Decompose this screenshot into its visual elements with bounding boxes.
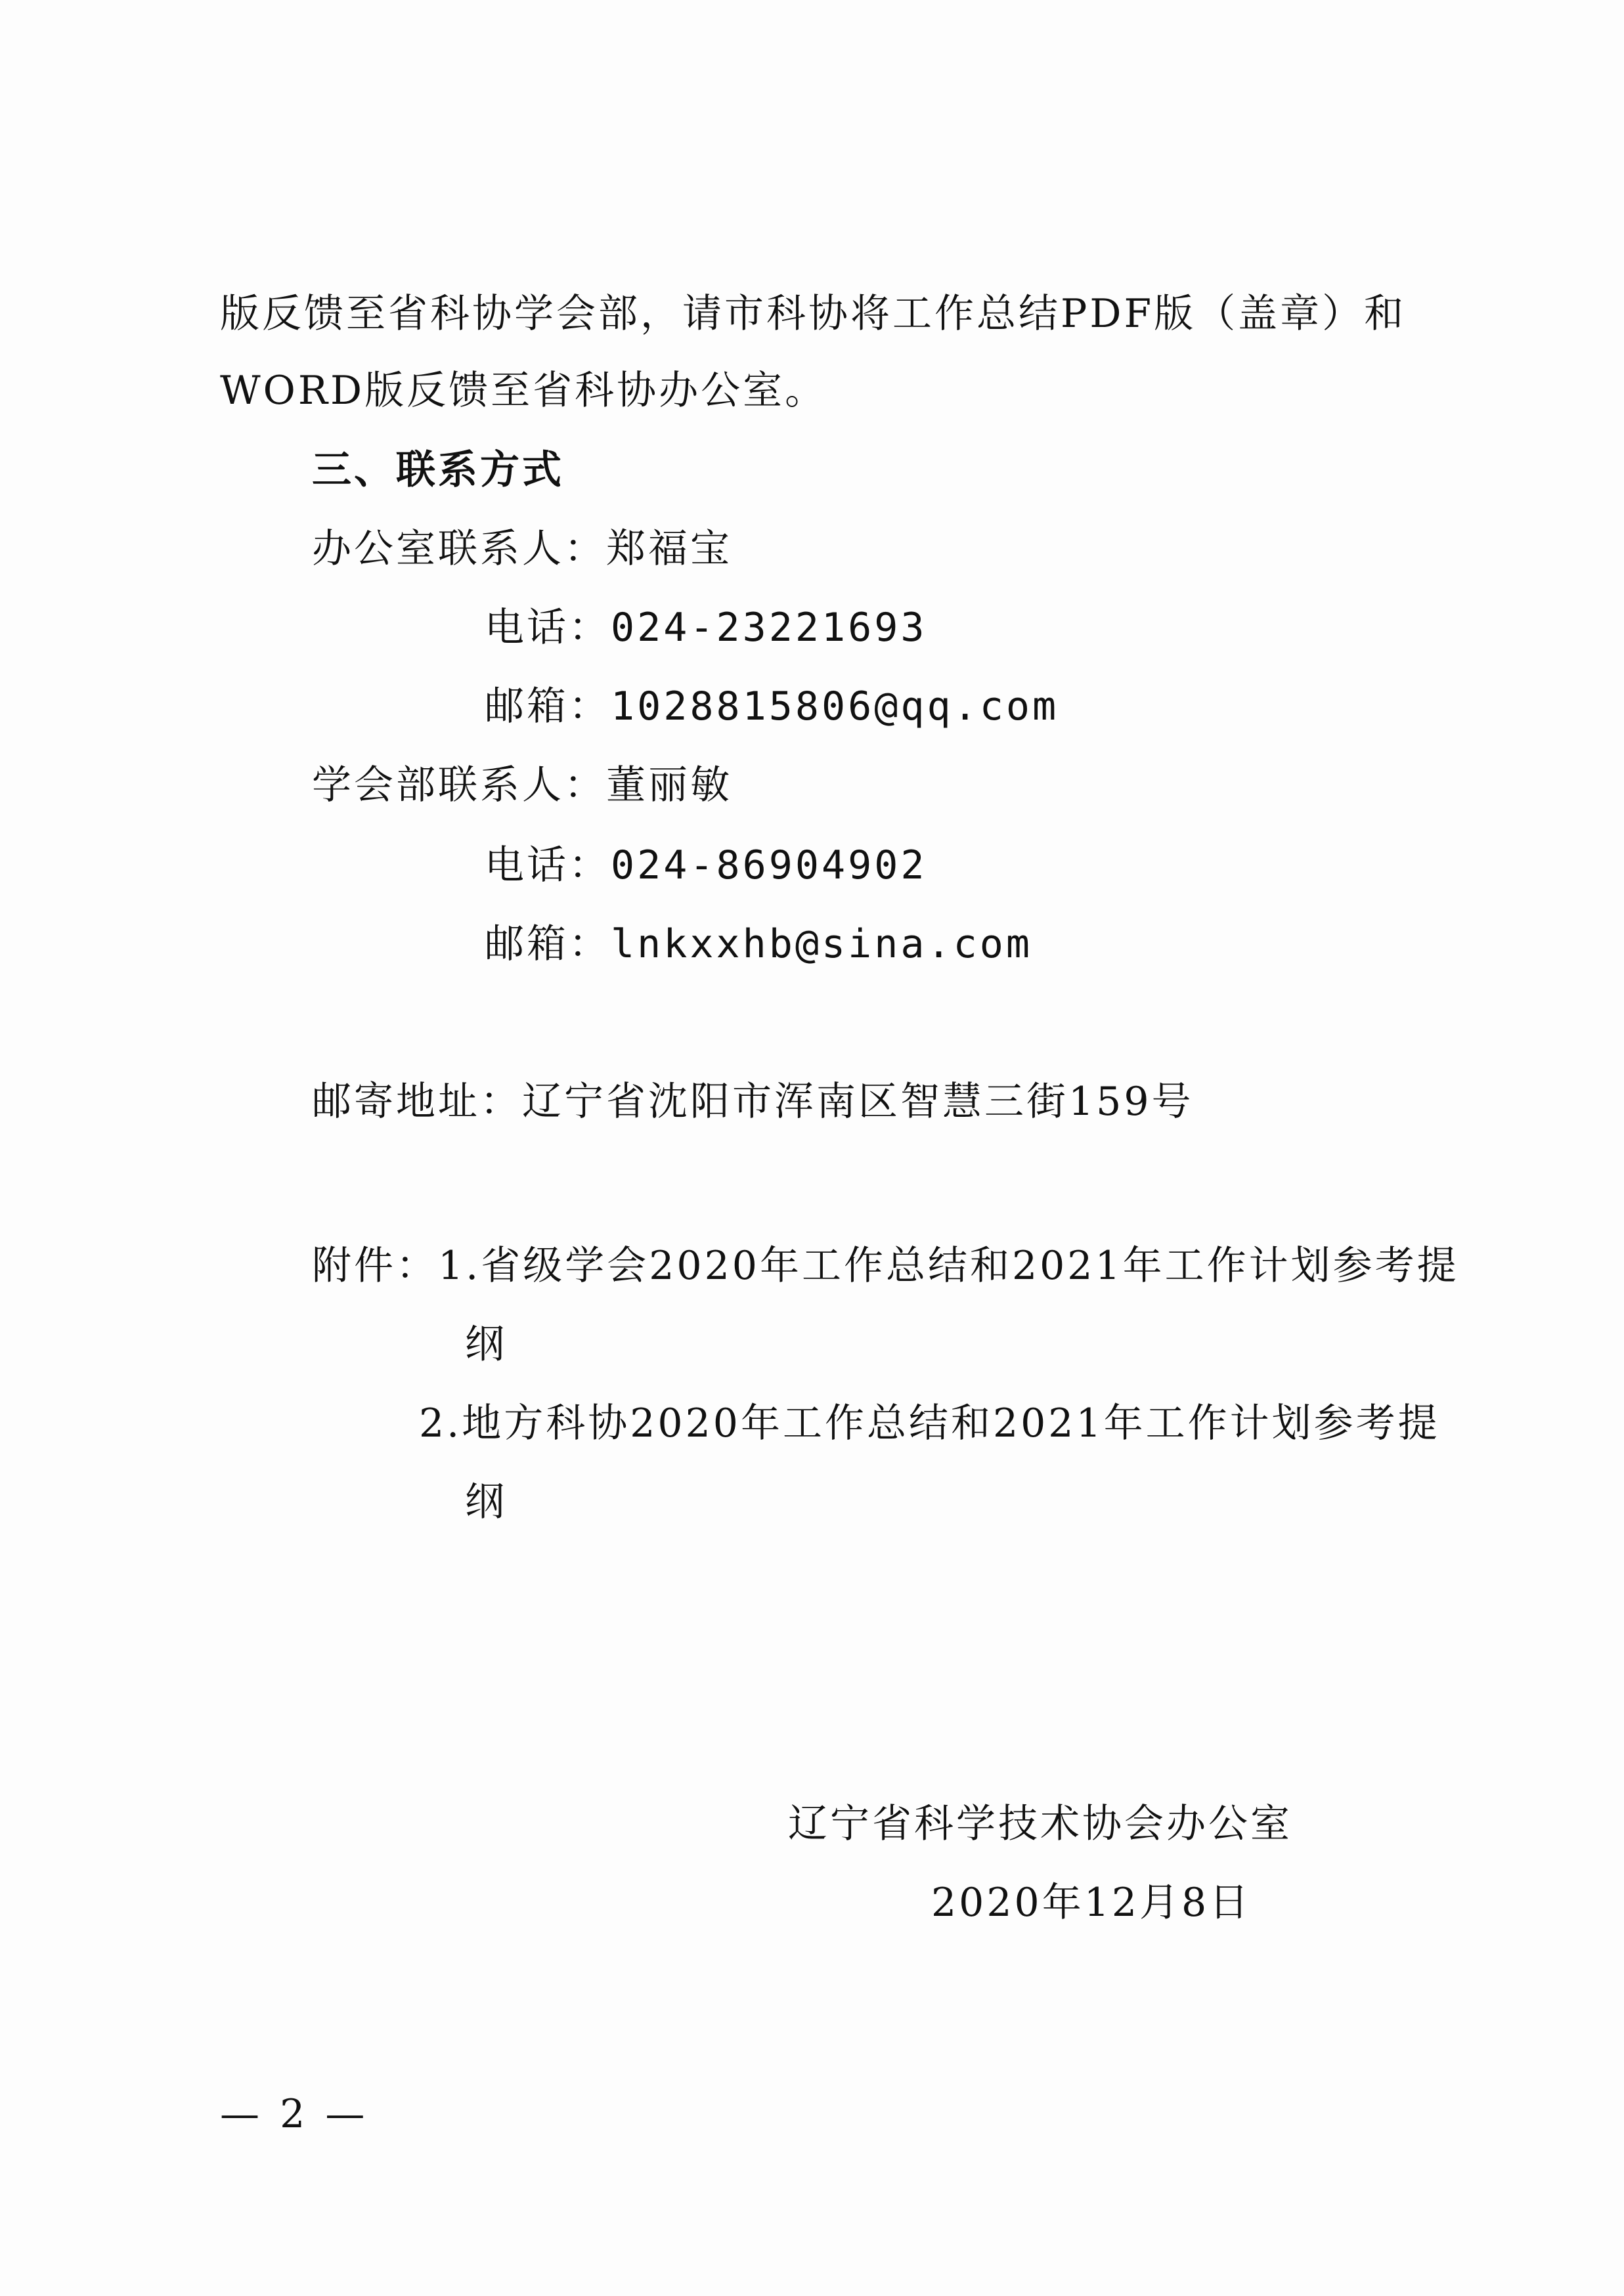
body-paragraph-line-1: 版反馈至省科协学会部，请市科协将工作总结PDF版（盖章）和 — [220, 291, 1407, 337]
society-phone-value: 024-86904902 — [611, 842, 927, 888]
body-paragraph-line-2: WORD版反馈至省科协办公室。 — [220, 368, 827, 414]
society-contact-name: 董丽敏 — [606, 762, 732, 808]
mailing-address-label: 邮寄地址： — [312, 1079, 522, 1125]
page-number: — 2 — — [220, 2091, 369, 2137]
attachment-item-1-line-1: 1.省级学会2020年工作总结和2021年工作计划参考提 — [438, 1243, 1459, 1289]
society-email-value: lnkxxhb@sina.com — [611, 921, 1032, 967]
office-contact-row — [312, 523, 732, 575]
attachment-item-1-line-2: 纲 — [465, 1322, 507, 1368]
office-email-row — [485, 680, 1059, 733]
mailing-address-row — [312, 1075, 1194, 1128]
signature-date: 2020年12月8日 — [931, 1880, 1252, 1926]
office-contact-name: 郑福宝 — [606, 526, 732, 572]
office-phone-row — [485, 601, 927, 654]
attachment-item-2-line-1: 2.地方科协2020年工作总结和2021年工作计划参考提 — [419, 1400, 1440, 1446]
attachment-item-1-row — [312, 1240, 1459, 1292]
office-email-value: 1028815806@qq.com — [611, 683, 1059, 729]
society-phone-label: 电话： — [485, 842, 611, 888]
office-email-label: 邮箱： — [485, 683, 611, 729]
society-contact-label: 学会部联系人： — [312, 762, 606, 808]
section-heading-contact: 三、联系方式 — [312, 447, 564, 493]
society-contact-row — [312, 759, 732, 812]
society-email-row — [485, 918, 1032, 970]
attachment-item-2-line-2: 纲 — [465, 1479, 507, 1525]
office-contact-label: 办公室联系人： — [312, 526, 606, 572]
office-phone-value: 024-23221693 — [611, 605, 927, 651]
society-phone-row — [485, 839, 927, 892]
mailing-address-value: 辽宁省沈阳市浑南区智慧三街159号 — [522, 1079, 1194, 1125]
society-email-label: 邮箱： — [485, 921, 611, 967]
office-phone-label: 电话： — [485, 605, 611, 651]
signature-organization: 辽宁省科学技术协会办公室 — [788, 1801, 1292, 1847]
attachments-label: 附件： — [312, 1243, 438, 1289]
